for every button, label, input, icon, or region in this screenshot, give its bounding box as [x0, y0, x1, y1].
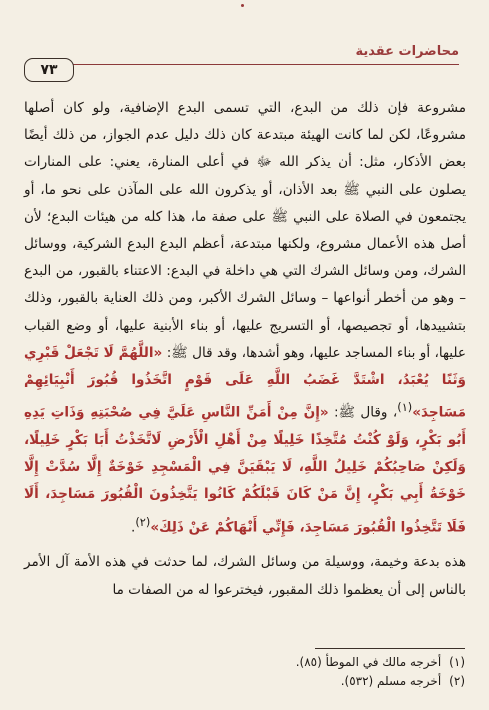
- body-text: [24, 95, 466, 604]
- paragraph-text: مشروعة فإن ذلك من البدع، التي تسمى البدع الإضافية، ولو كان أصلها مشروعًا، لكن لما كانت الهيئة مبتدعة كان ذلك دليل عدم الجواز، من ذلك أيضًا بعض الأذكار، مثل: أن يذكر الله ﷻ في أعلى المنارة، يعني: على المنارات يصلون على النبي ﷺ بعد الأذان، أو يذكرون الله على المآذن على نحو ما، أو يجتمعون في الصلاة على النبي ﷺ على صفة ما، هذا كله من هيئات البدع؛ لأن أصل هذه الأعمال مشروع، ولكنها مبتدعة، أعظم البدع البدع الشركية، ووسائل الشرك، ومن وسائل الشرك التي هي داخلة في البدع: الاعتناء بالقبور، من البدع – وهو من أخطر أنواعها – وسائل الشرك الأكبر، ومن ذلك العناية بالقبور، وذلك بتشييدها، أو تجصيصها، أو التسريج عليها، أو بناء الأبنية عليها، أو وضع القباب عليها، أو بناء المساجد عليها، وهو أشدها، وقد قال ﷺ:: [24, 100, 466, 361]
- footnote-text: أخرجه مسلم (٥٣٢).: [340, 674, 442, 688]
- header-rule: [54, 64, 459, 65]
- top-ornament-dot: [241, 4, 244, 7]
- footnote-number: (١): [449, 655, 465, 669]
- hadith-quote-1: «اللَّهُمَّ لَا تَجْعَلْ قَبْرِي وَثَنًا يُعْبَدُ، اشْتَدَّ غَضَبُ اللَّهِ عَلَى قَوْمٍ اتَّخَذُوا قُبُورَ أَنْبِيَائِهِمْ مَسَاجِدَ»: [24, 344, 466, 421]
- footnote-rule: [315, 648, 465, 649]
- footnote-ref-1[interactable]: (١): [397, 400, 413, 415]
- footnote-number: (٢): [449, 674, 465, 688]
- paragraph-1: [24, 95, 466, 541]
- paragraph-2: هذه بدعة وخيمة، ووسيلة من وسائل الشرك، لما حدثت في هذه الأمة آل الأمر بالناس إلى أن يعظموا ذلك المقبور، فيخترعوا له من الصفات ما: [24, 554, 466, 598]
- page-number: ٧٣: [24, 58, 74, 82]
- paragraph-end-mark: .: [131, 519, 136, 536]
- running-title: محاضرات عقدية: [355, 44, 459, 59]
- hadith-quote-2: «إِنَّ مِنْ أَمَنِّ النَّاسِ عَلَيَّ فِي صُحْبَتِهِ وَذَاتِ يَدِهِ أَبُو بَكْرٍ، وَلَوْ كُنْتُ مُتَّخِذًا خَلِيلًا مِنْ أَهْلِ الْأَرْضِ لَاتَّخَذْتُ أَبَا بَكْرٍ خَلِيلًا، وَلَكِنْ صَاحِبُكُمْ خَلِيلُ اللَّهِ، لَا يَبْقَيَنَّ فِي الْمَسْجِدِ خَوْخَةٌ إِلَّا سُدَّتْ إِلَّا خَوْخَةُ أَبِي بَكْرٍ، إِنَّ مَنْ كَانَ قَبْلَكُمْ كَانُوا يَتَّخِذُونَ الْقُبُورَ مَسَاجِدَ، أَلَا فَلَا تَتَّخِذُوا الْقُبُورَ مَسَاجِدَ، فَإِنِّي أَنْهَاكُمْ عَنْ ذَلِكَ»: [24, 404, 466, 536]
- footnote-ref-2[interactable]: (٢): [135, 514, 151, 529]
- footnote-text: أخرجه مالك في الموطأ (٨٥).: [295, 655, 442, 669]
- footnote-1: [23, 653, 465, 672]
- footnote-2: [23, 672, 465, 691]
- paragraph-text: ، وقال ﷺ:: [334, 404, 398, 421]
- footnotes: [23, 653, 465, 691]
